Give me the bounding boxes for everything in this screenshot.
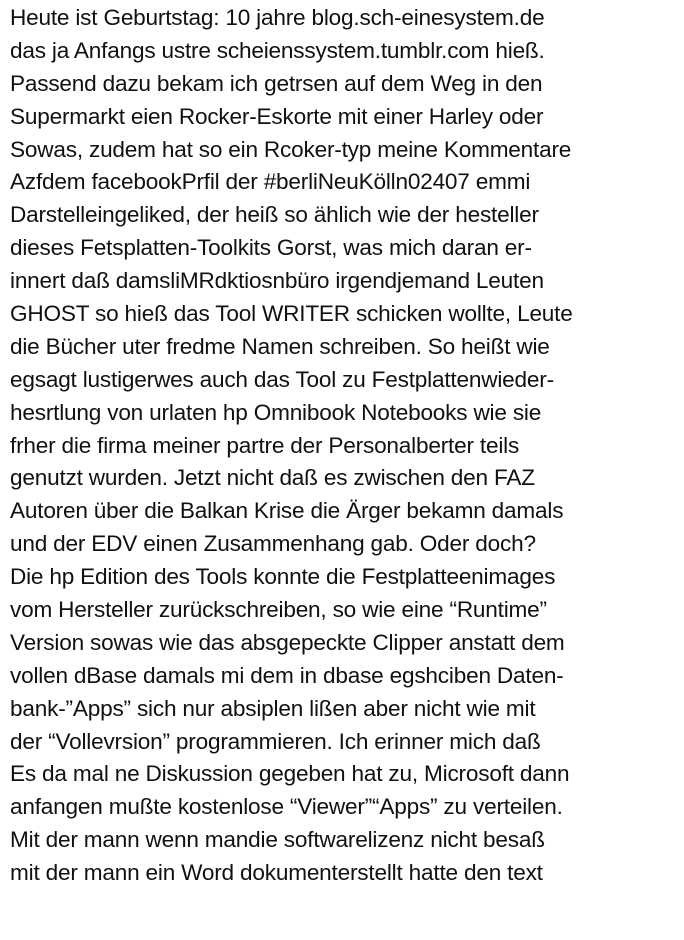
text-line: Es da mal ne Diskussion gegeben hat zu, Microsoft dann	[10, 761, 570, 787]
text-line: egsagt lustigerwes auch das Tool zu Festplattenwieder-	[10, 366, 554, 392]
text-line: das ja Anfangs ustre scheienssystem.tumblr.com hieß.	[10, 37, 545, 63]
body-text	[10, 2, 682, 890]
text-line: bank-”Apps” sich nur absiplen lißen aber nicht wie mit	[10, 695, 536, 721]
text-line: anfangen mußte kostenlose “Viewer”“Apps” zu verteilen.	[10, 794, 563, 820]
text-line: mit der mann ein Word dokumenterstellt hatte den text	[10, 860, 543, 886]
text-line: Passend dazu bekam ich getrsen auf dem Weg in den	[10, 70, 543, 96]
text-line: vom Hersteller zurückschreiben, so wie eine “Runtime”	[10, 597, 547, 623]
text-line: und der EDV einen Zusammenhang gab. Oder doch?	[10, 531, 536, 557]
text-line: hesrtlung von urlaten hp Omnibook Notebooks wie sie	[10, 399, 542, 425]
text-line: innert daß damsliMRdktiosnbüro irgendjemand Leuten	[10, 268, 544, 294]
text-line: GHOST so hieß das Tool WRITER schicken wollte, Leute	[10, 301, 573, 327]
text-line: Mit der mann wenn mandie softwarelizenz nicht besaß	[10, 827, 545, 853]
text-line: Version sowas wie das absgepeckte Clipper anstatt dem	[10, 629, 565, 655]
text-line: Azfdem facebookPrfil der #berliNeuKölln02407 emmi	[10, 169, 531, 195]
text-line: die Bücher uter fredme Namen schreiben. So heißt wie	[10, 333, 550, 359]
text-line: Heute ist Geburtstag: 10 jahre blog.sch-einesystem.de	[10, 5, 545, 30]
text-line: Darstelleingeliked, der heiß so ählich wie der hesteller	[10, 202, 539, 228]
text-line: genutzt wurden. Jetzt nicht daß es zwischen den FAZ	[10, 465, 535, 491]
text-line: Die hp Edition des Tools konnte die Festplatteenimages	[10, 564, 556, 590]
text-line: frher die firma meiner partre der Personalberter teils	[10, 432, 520, 458]
text-line: Sowas, zudem hat so ein Rcoker-typ meine Kommentare	[10, 136, 572, 162]
text-line: Autoren über die Balkan Krise die Ärger bekamn damals	[10, 498, 564, 524]
text-line: Supermarkt eien Rocker-Eskorte mit einer Harley oder	[10, 103, 544, 129]
text-line: der “Vollevrsion” programmieren. Ich erinner mich daß	[10, 728, 541, 754]
text-line: dieses Fetsplatten-Toolkits Gorst, was mich daran er-	[10, 235, 532, 261]
text-line: vollen dBase damals mi dem in dbase egshciben Daten-	[10, 662, 564, 688]
